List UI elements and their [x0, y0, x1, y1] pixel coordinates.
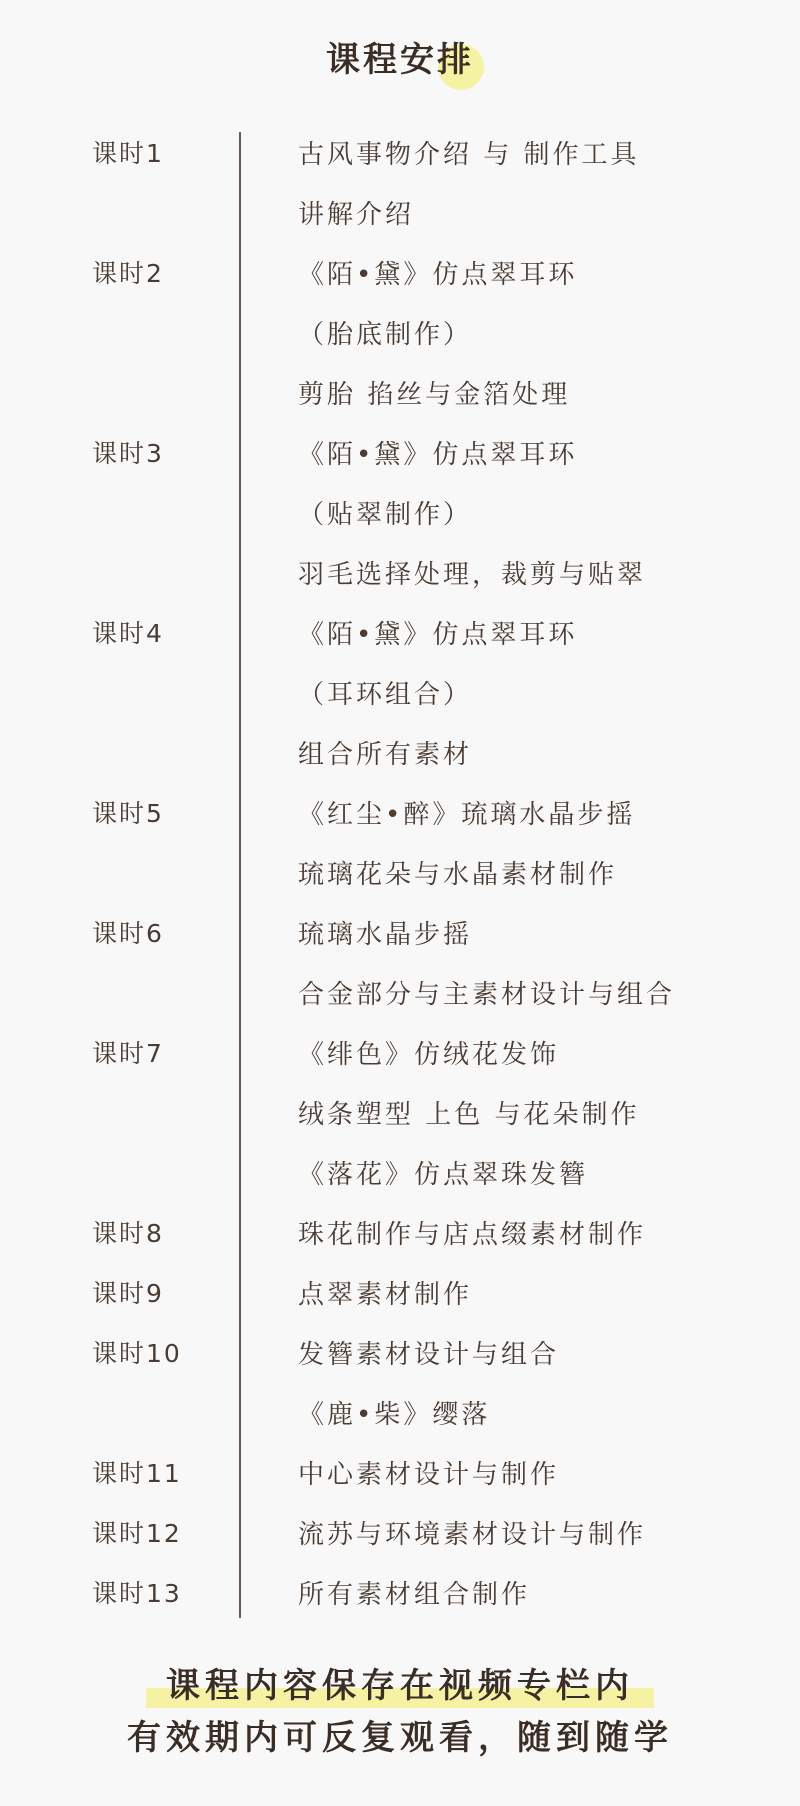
schedule-row [0, 1382, 800, 1442]
schedule-list [0, 122, 800, 1622]
schedule-row [0, 1502, 800, 1562]
page-title [326, 30, 474, 90]
schedule-row [0, 1022, 800, 1082]
lesson-topic: 绒条塑型 上色 与花朵制作 [298, 1099, 640, 1130]
lesson-label: 课时7 [92, 1039, 164, 1068]
lesson-label: 课时5 [92, 799, 164, 828]
lesson-topic: 点翠素材制作 [298, 1279, 473, 1310]
lesson-label: 课时12 [92, 1519, 182, 1548]
schedule-row [0, 242, 800, 302]
schedule-row [0, 362, 800, 422]
lesson-topic: 《鹿•柴》缨落 [298, 1399, 491, 1430]
schedule-row [0, 542, 800, 602]
lesson-label: 课时13 [92, 1579, 182, 1608]
lesson-topic: 中心素材设计与制作 [298, 1459, 560, 1490]
schedule-row [0, 602, 800, 662]
schedule-row [0, 902, 800, 962]
lesson-topic: 琉璃花朵与水晶素材制作 [298, 859, 618, 890]
lesson-topic: 剪胎 掐丝与金箔处理 [298, 379, 571, 410]
lesson-label: 课时3 [92, 439, 164, 468]
schedule-row [0, 722, 800, 782]
schedule-row [0, 1142, 800, 1202]
lesson-topic: 流苏与环境素材设计与制作 [298, 1519, 647, 1550]
schedule-row [0, 782, 800, 842]
lesson-topic: 《红尘•醉》琉璃水晶步摇 [298, 799, 636, 830]
lesson-label: 课时1 [92, 139, 164, 168]
schedule-row [0, 1262, 800, 1322]
schedule-row [0, 662, 800, 722]
lesson-label: 课时6 [92, 919, 164, 948]
footer-note [0, 1660, 800, 1764]
schedule-row [0, 122, 800, 182]
lesson-topic: 《落花》仿点翠珠发簪 [298, 1159, 589, 1190]
schedule-row [0, 422, 800, 482]
schedule-row [0, 962, 800, 1022]
lesson-topic: 羽毛选择处理，裁剪与贴翠 [298, 559, 647, 590]
lesson-topic: 琉璃水晶步摇 [298, 919, 473, 950]
lesson-label: 课时11 [92, 1459, 182, 1488]
schedule-row [0, 1322, 800, 1382]
lesson-label: 课时4 [92, 619, 164, 648]
footer-line-2: 有效期内可反复观看，随到随学 [127, 1718, 673, 1758]
lesson-topic: 《陌•黛》仿点翠耳环 [298, 439, 578, 470]
schedule-row [0, 842, 800, 902]
lesson-label: 课时9 [92, 1279, 164, 1308]
schedule-row [0, 482, 800, 542]
lesson-topic: 《绯色》仿绒花发饰 [298, 1039, 560, 1070]
page-title-text: 课程安排 [326, 40, 474, 80]
schedule-row [0, 1562, 800, 1622]
lesson-topic: 《陌•黛》仿点翠耳环 [298, 619, 578, 650]
lesson-topic: 发簪素材设计与组合 [298, 1339, 560, 1370]
title-area [0, 30, 800, 90]
lesson-topic: 《陌•黛》仿点翠耳环 [298, 259, 578, 290]
lesson-topic: 所有素材组合制作 [298, 1579, 531, 1610]
footer-line-1: 课程内容保存在视频专栏内 [166, 1660, 634, 1712]
lesson-topic: 珠花制作与店点缀素材制作 [298, 1219, 647, 1250]
lesson-label: 课时2 [92, 259, 164, 288]
lesson-topic: 讲解介绍 [298, 199, 415, 230]
lesson-topic: （耳环组合） [298, 679, 473, 710]
lesson-label: 课时8 [92, 1219, 164, 1248]
schedule-row [0, 1442, 800, 1502]
schedule-row [0, 182, 800, 242]
schedule-row [0, 1202, 800, 1262]
schedule-row [0, 1082, 800, 1142]
lesson-topic: 组合所有素材 [298, 739, 473, 770]
course-schedule [0, 122, 800, 1622]
lesson-topic: 合金部分与主素材设计与组合 [298, 979, 676, 1010]
lesson-topic: （贴翠制作） [298, 499, 473, 530]
schedule-row [0, 302, 800, 362]
lesson-label: 课时10 [92, 1339, 182, 1368]
lesson-topic: （胎底制作） [298, 319, 473, 350]
lesson-topic: 古风事物介绍 与 制作工具 [298, 139, 640, 170]
